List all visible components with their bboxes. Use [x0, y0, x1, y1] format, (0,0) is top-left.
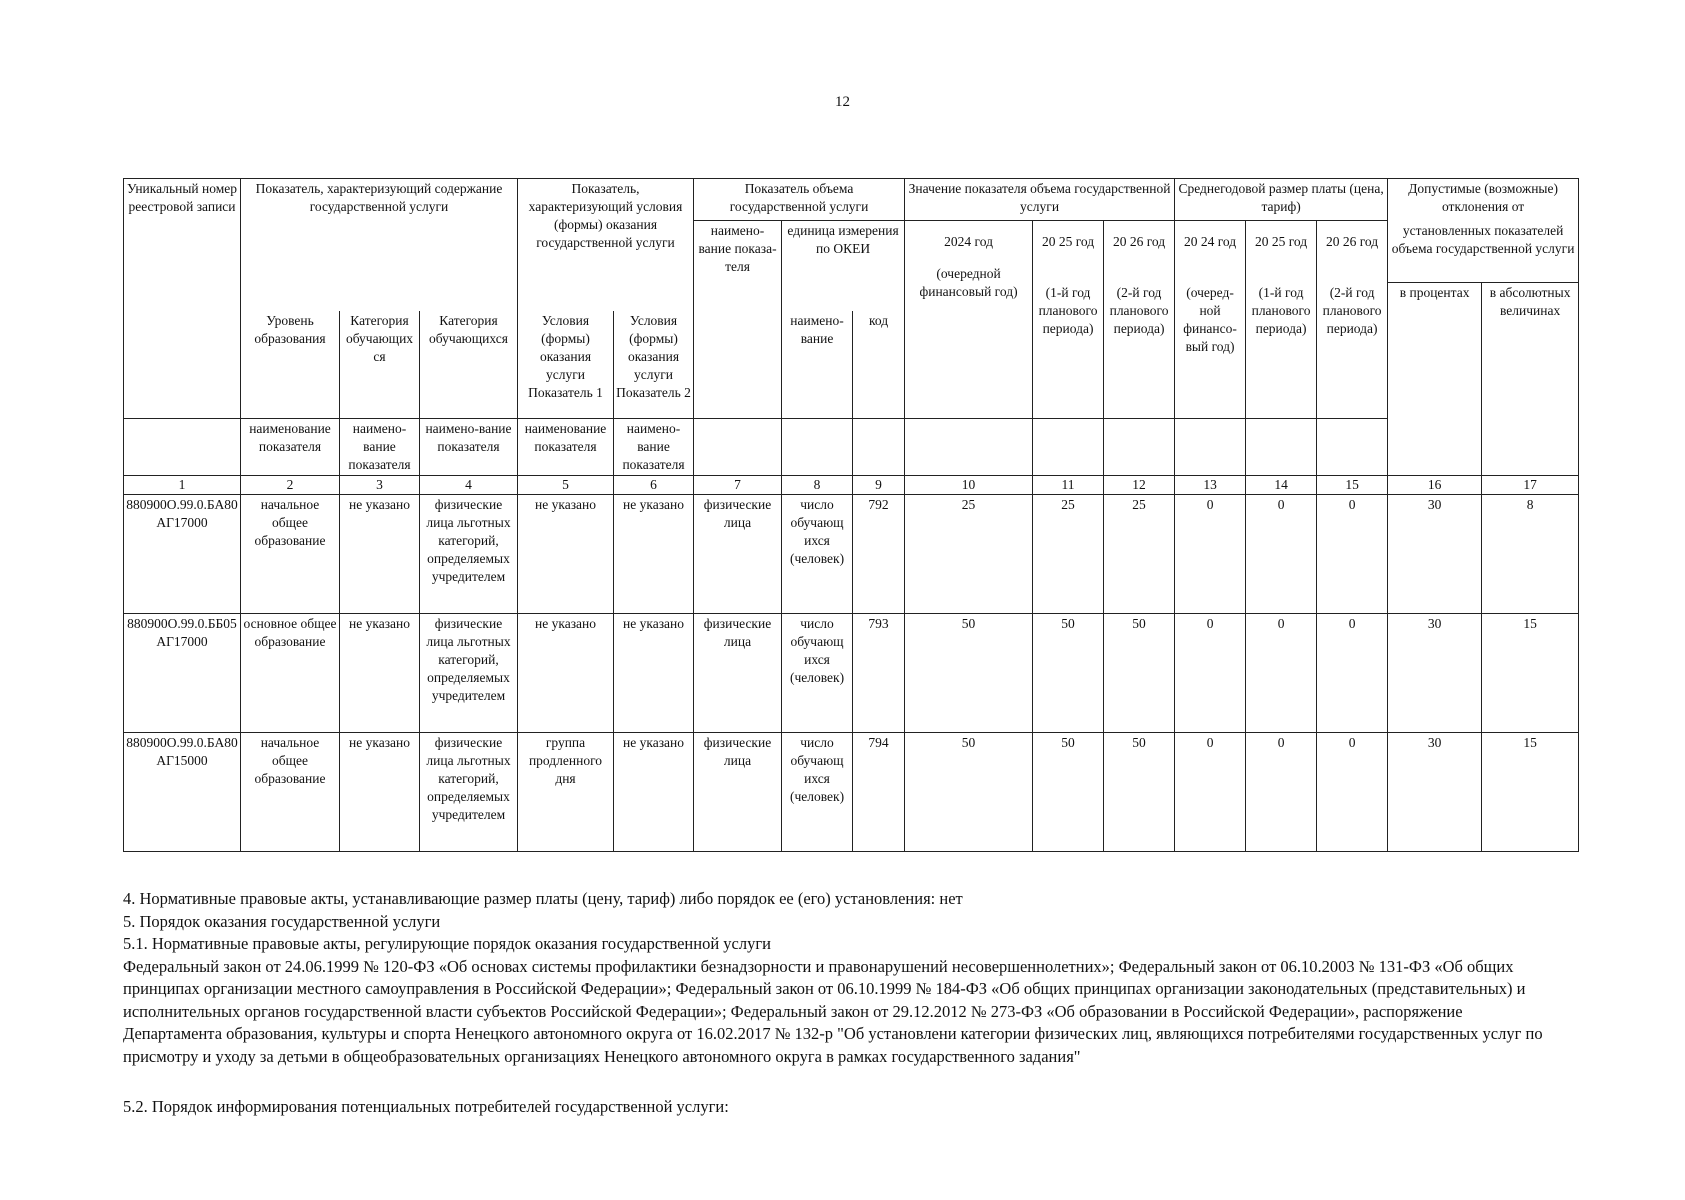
header-vol-2025: 20 25 год [1033, 221, 1104, 283]
cell-unit-name: число обучающ ихся (человек) [782, 495, 853, 614]
cell-unit-code: 794 [853, 733, 905, 852]
cell-condition-1: не указано [518, 495, 614, 614]
header-period-2-vol: (2-й год планового периода) [1104, 283, 1175, 419]
cell-unit-name: число обучающ ихся (человек) [782, 614, 853, 733]
cell-condition-1: группа продленного дня [518, 733, 614, 852]
header-avg-fee: Среднегодовой размер платы (цена, тариф) [1175, 179, 1388, 221]
cell-volume-name: физические лица [694, 495, 782, 614]
year-2024-label: 2024 год [944, 234, 993, 249]
cell-fee-2026: 0 [1317, 733, 1388, 852]
indicator-name-level: наименование показателя [241, 419, 340, 476]
table-row [124, 495, 1579, 614]
header-unit-name: наимено-вание [782, 311, 853, 419]
header-volume-name: наимено-вание показа-теля [694, 221, 782, 419]
cell-category-2: физические лица льготных категорий, определяемых учредителем [420, 614, 518, 733]
item-5-paragraph: 5. Порядок оказания государственной услуги [123, 911, 441, 931]
value-2025-spacer [1033, 419, 1104, 476]
column-number: 9 [853, 476, 905, 495]
header-unit-code: код [853, 311, 905, 419]
header-period-2-fee: (2-й год планового периода) [1317, 283, 1388, 419]
cell-fee-2026: 0 [1317, 614, 1388, 733]
cell-category-2: физические лица льготных категорий, определяемых учредителем [420, 495, 518, 614]
header-volume-value: Значение показателя объема государственной услуги [905, 179, 1175, 221]
cell-unit-code: 793 [853, 614, 905, 733]
column-number: 15 [1317, 476, 1388, 495]
laws-paragraph: Федеральный закон от 24.06.1999 № 120-ФЗ «Об основах системы профилактики безнадзорности и правонарушений несовершеннолетних»; Федеральный закон от 06.10.2003 № 131-ФЗ «Об общих принципах организации местного самоуправления в Российской Федерации»; Федеральный закон от 06.10.1999 № 184-ФЗ «Об общих принципах организации законодательных (представительных) и исполнительных органов государственной власти субъектов Российской Федерации»; Федеральный закон от 29.12.2012 № 273-ФЗ «Об образовании в Российской Федерации», распоряжение Департамента образования, культуры и спорта Ненецкого автономного округа от 16.02.2017 № 132-р "Об установлени категории физических лиц, являющихся потребителями государственных услуг по присмотру и уходу за детьми в общеобразовательных организациях Ненецкого автономного округа в рамках государственного задания" [123, 956, 1543, 1066]
header-level: Уровень образования [241, 311, 340, 419]
header-absolute: в абсолютных величинах [1482, 283, 1579, 476]
cell-unit-code: 792 [853, 495, 905, 614]
cell-category-1: не указано [340, 733, 420, 852]
header-fee-2026: 20 26 год [1317, 221, 1388, 283]
cell-fee-2024: 0 [1175, 495, 1246, 614]
header-year-2024 [905, 221, 1033, 311]
unit-name-spacer [782, 419, 853, 476]
column-number: 13 [1175, 476, 1246, 495]
column-number: 6 [614, 476, 694, 495]
value-2024-spacer [905, 419, 1033, 476]
column-number: 7 [694, 476, 782, 495]
page-number: 12 [835, 94, 850, 110]
volume-name-spacer [694, 419, 782, 476]
column-number: 5 [518, 476, 614, 495]
indicator-name-category-2: наимено-вание показателя [420, 419, 518, 476]
cell-fee-2025: 0 [1246, 495, 1317, 614]
cell-deviation-percent: 30 [1388, 733, 1482, 852]
cell-education-level: основное общее образование [241, 614, 340, 733]
cell-category-1: не указано [340, 614, 420, 733]
column-number: 1 [124, 476, 241, 495]
unit-code-spacer [853, 419, 905, 476]
column-number: 4 [420, 476, 518, 495]
column-number: 16 [1388, 476, 1482, 495]
year-2024-spacer [905, 311, 1033, 419]
cell-registry-number: 880900О.99.0.БА80АГ15000 [124, 733, 241, 852]
unit-spacer [782, 283, 905, 311]
column-number: 12 [1104, 476, 1175, 495]
header-deviations: Допустимые (возможные) отклонения от [1388, 179, 1579, 221]
column-number: 11 [1033, 476, 1104, 495]
cell-volume-2024: 50 [905, 614, 1033, 733]
header-category-1: Категория обучающих ся [340, 311, 420, 419]
cell-volume-2025: 50 [1033, 614, 1104, 733]
cell-fee-2026: 0 [1317, 495, 1388, 614]
table-row [124, 614, 1579, 733]
service-volume-table [123, 178, 1579, 852]
header-category-2: Категория обучающихся [420, 311, 518, 419]
column-number: 2 [241, 476, 340, 495]
fee-2024-spacer [1175, 419, 1246, 476]
indicator-name-cond-2: наимено-вание показателя [614, 419, 694, 476]
item-5-1-paragraph: 5.1. Нормативные правовые акты, регулирующие порядок оказания государственной услуги [123, 934, 771, 953]
cell-volume-name: физические лица [694, 614, 782, 733]
column-number: 3 [340, 476, 420, 495]
header-cond-1: Условия (формы) оказания услуги Показатель 1 [518, 311, 614, 419]
year-2024-note: (очередной финансовый год) [919, 266, 1018, 299]
header-unit: единица измерения по ОКЕИ [782, 221, 905, 283]
cell-education-level: начальное общее образование [241, 733, 340, 852]
item-5-2-paragraph: 5.2. Порядок информирования потенциальных потребителей государственной услуги: [123, 1097, 729, 1116]
cell-fee-2025: 0 [1246, 733, 1317, 852]
indicator-name-category-1: наимено-вание показателя [340, 419, 420, 476]
item-4-paragraph: 4. Нормативные правовые акты, устанавливающие размер платы (цену, тариф) либо порядок ее (его) установления: нет [123, 889, 963, 908]
header-period-1-fee: (1-й год планового периода) [1246, 283, 1317, 419]
cell-education-level: начальное общее образование [241, 495, 340, 614]
conditions-indicator-spacer [518, 283, 694, 311]
cell-condition-1: не указано [518, 614, 614, 733]
cell-deviation-percent: 30 [1388, 614, 1482, 733]
header-fee-2025: 20 25 год [1246, 221, 1317, 283]
cell-fee-2025: 0 [1246, 614, 1317, 733]
cell-registry-number: 880900О.99.0.ББ05АГ17000 [124, 614, 241, 733]
cell-condition-2: не указано [614, 733, 694, 852]
header-fee-2024-note: (очеред-ной финансо-вый год) [1175, 283, 1246, 419]
column-number: 8 [782, 476, 853, 495]
column-numbers-row [124, 476, 1579, 495]
cell-volume-2025: 25 [1033, 495, 1104, 614]
fee-2026-spacer [1317, 419, 1388, 476]
header-registry-number: Уникальный номер реестровой записи [124, 179, 241, 419]
header-volume-indicator: Показатель объема государственной услуги [694, 179, 905, 221]
indicator-name-cond-1: наименование показателя [518, 419, 614, 476]
header-deviations-sub: установленных показателей объема государственной услуги [1388, 221, 1579, 283]
header-vol-2026: 20 26 год [1104, 221, 1175, 283]
header-content-indicator: Показатель, характеризующий содержание государственной услуги [241, 179, 518, 283]
cell-condition-2: не указано [614, 614, 694, 733]
header-conditions-indicator: Показатель, характеризующий условия (формы) оказания государственной услуги [518, 179, 694, 283]
value-2026-spacer [1104, 419, 1175, 476]
cell-volume-2026: 50 [1104, 614, 1175, 733]
registry-spacer [124, 419, 241, 476]
header-fee-2024: 20 24 год [1175, 221, 1246, 283]
column-number: 14 [1246, 476, 1317, 495]
fee-2025-spacer [1246, 419, 1317, 476]
cell-deviation-absolute: 8 [1482, 495, 1579, 614]
cell-category-1: не указано [340, 495, 420, 614]
table-row [124, 733, 1579, 852]
column-number: 10 [905, 476, 1033, 495]
cell-registry-number: 880900О.99.0.БА80АГ17000 [124, 495, 241, 614]
cell-volume-2025: 50 [1033, 733, 1104, 852]
cell-fee-2024: 0 [1175, 614, 1246, 733]
column-number: 17 [1482, 476, 1579, 495]
header-period-1-vol: (1-й год планового периода) [1033, 283, 1104, 419]
cell-unit-name: число обучающ ихся (человек) [782, 733, 853, 852]
cell-category-2: физические лица льготных категорий, определяемых учредителем [420, 733, 518, 852]
cell-volume-2026: 50 [1104, 733, 1175, 852]
header-cond-2: Условия (формы) оказания услуги Показатель 2 [614, 311, 694, 419]
cell-volume-name: физические лица [694, 733, 782, 852]
content-indicator-spacer [241, 283, 518, 311]
cell-deviation-absolute: 15 [1482, 733, 1579, 852]
cell-condition-2: не указано [614, 495, 694, 614]
service-volume-table-wrapper [123, 178, 1578, 852]
header-percent: в процентах [1388, 283, 1482, 476]
cell-volume-2024: 50 [905, 733, 1033, 852]
cell-volume-2024: 25 [905, 495, 1033, 614]
document-body-text [123, 888, 1563, 1119]
cell-deviation-absolute: 15 [1482, 614, 1579, 733]
cell-volume-2026: 25 [1104, 495, 1175, 614]
cell-deviation-percent: 30 [1388, 495, 1482, 614]
cell-fee-2024: 0 [1175, 733, 1246, 852]
